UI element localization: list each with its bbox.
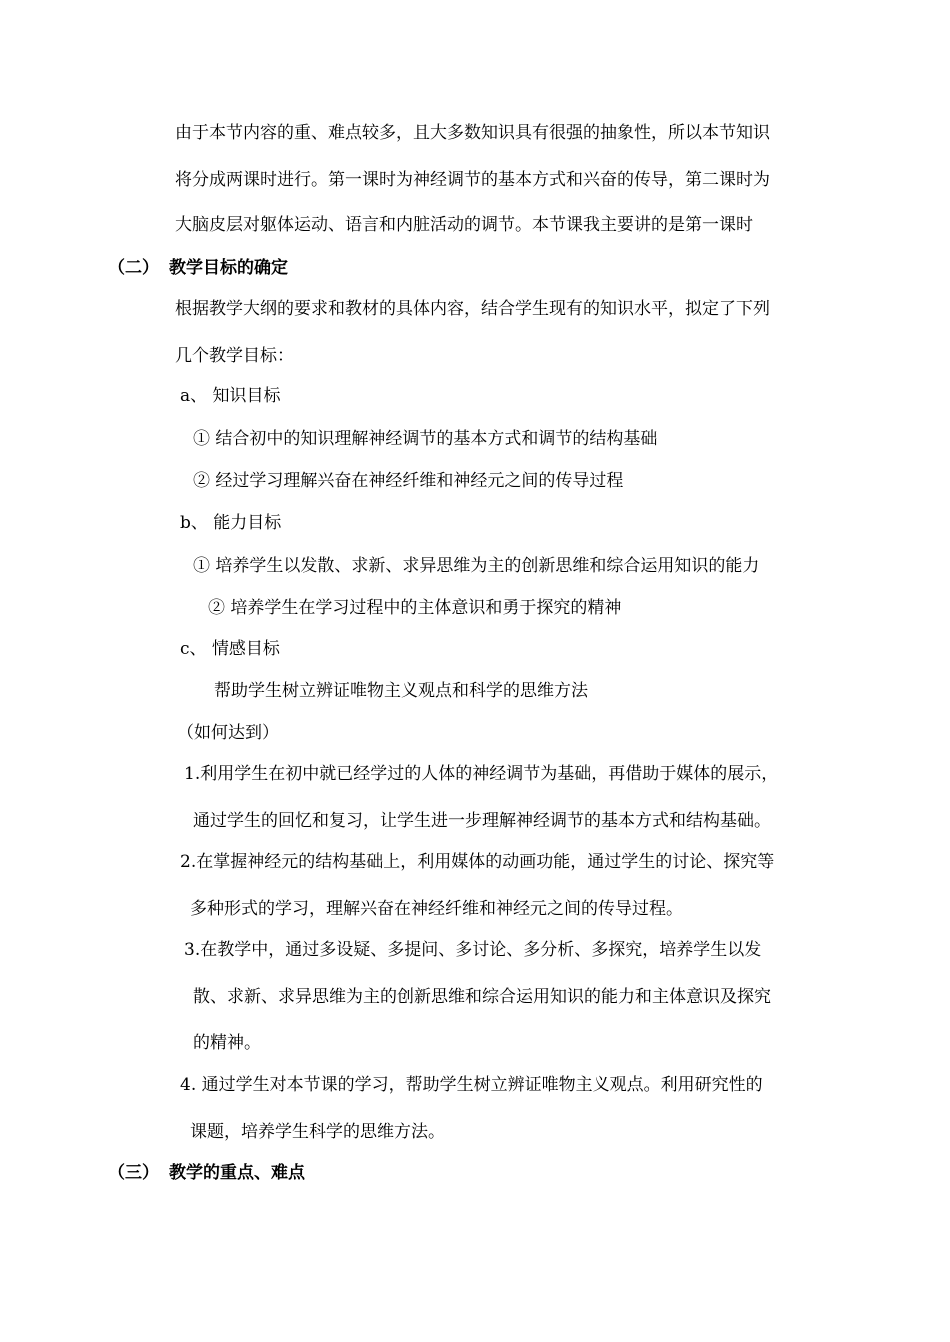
how-item-1-line-1: 1.利用学生在初中就已经学过的人体的神经调节为基础，再借助于媒体的展示， [184,764,779,784]
how-item-4-line-1: 4. 通过学生对本节课的学习，帮助学生树立辨证唯物主义观点。利用研究性的 [180,1075,763,1095]
goal-b-label: b、 能力目标 [180,513,282,533]
section-2-para-line-2: 几个教学目标： [175,346,294,366]
goal-b-item-1: ① 培养学生以发散、求新、求异思维为主的创新思维和综合运用知识的能力 [193,556,760,576]
goal-c-label: c、 情感目标 [180,639,280,659]
section-3-heading [108,1162,305,1184]
goal-a-item-2: ② 经过学习理解兴奋在神经纤维和神经元之间的传导过程 [193,471,624,491]
goal-a-label: a、 知识目标 [180,386,281,406]
goal-b-item-2: ② 培养学生在学习过程中的主体意识和勇于探究的精神 [208,598,622,618]
goal-a-item-1: ① 结合初中的知识理解神经调节的基本方式和调节的结构基础 [193,429,658,449]
section-3-number: （三） [108,1163,159,1183]
how-item-1-line-2: 通过学生的回忆和复习，让学生进一步理解神经调节的基本方式和结构基础。 [193,811,771,831]
section-2-heading [108,257,288,279]
section-2-title: 教学目标的确定 [169,258,288,278]
how-item-3-line-3: 的精神。 [193,1033,261,1053]
goal-c-item-1: 帮助学生树立辨证唯物主义观点和科学的思维方法 [214,681,588,701]
how-item-3-line-2: 散、求新、求异思维为主的创新思维和综合运用知识的能力和主体意识及探究 [193,987,771,1007]
intro-line-2: 将分成两课时进行。第一课时为神经调节的基本方式和兴奋的传导，第二课时为 [175,170,770,190]
how-item-2-line-2: 多种形式的学习，理解兴奋在神经纤维和神经元之间的传导过程。 [190,899,683,919]
how-item-2-line-1: 2.在掌握神经元的结构基础上，利用媒体的动画功能，通过学生的讨论、探究等 [180,852,775,872]
how-label: （如何达到） [177,723,279,743]
intro-line-1: 由于本节内容的重、难点较多，且大多数知识具有很强的抽象性，所以本节知识 [175,123,770,143]
section-2-number: （二） [108,258,159,278]
section-2-para-line-1: 根据教学大纲的要求和教材的具体内容，结合学生现有的知识水平，拟定了下列 [175,299,770,319]
how-item-4-line-2: 课题，培养学生科学的思维方法。 [190,1122,445,1142]
section-3-title: 教学的重点、难点 [169,1163,305,1183]
how-item-3-line-1: 3.在教学中，通过多设疑、多提问、多讨论、多分析、多探究，培养学生以发 [184,940,762,960]
intro-line-3: 大脑皮层对躯体运动、语言和内脏活动的调节。本节课我主要讲的是第一课时 [175,215,753,235]
